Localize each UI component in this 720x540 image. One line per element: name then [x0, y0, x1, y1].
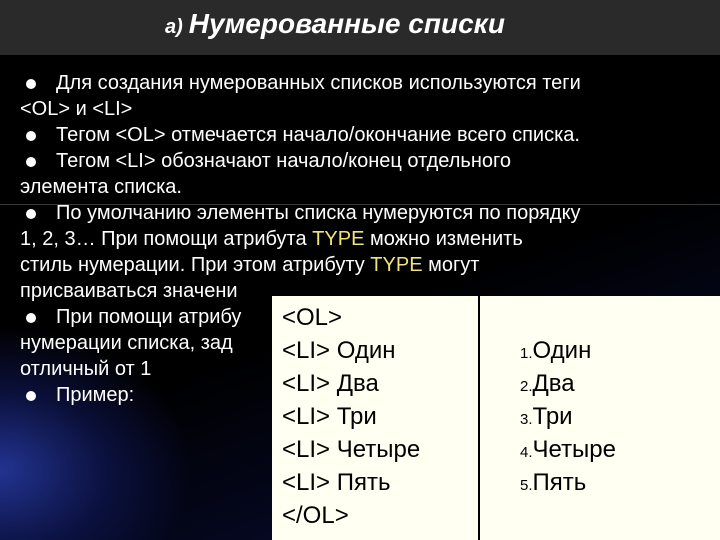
title-text: Нумерованные списки [188, 8, 505, 39]
attribute-keyword: TYPE [312, 228, 365, 250]
item-line: По умолчанию элементы списка нумеруются по порядку [56, 202, 581, 224]
list-item [20, 148, 710, 200]
output-number: 2. [520, 378, 533, 395]
text-fragment: стиль нумерации. При этом атрибуту [20, 254, 371, 276]
bullet-icon [26, 157, 36, 167]
code-line: </OL> [282, 502, 349, 529]
list-item [20, 70, 710, 122]
code-line: <LI> Два [282, 370, 379, 397]
output-text: Два [532, 370, 575, 397]
output-text: Один [532, 337, 592, 364]
output-item [520, 370, 575, 398]
item-line: элемента списка. [20, 176, 182, 198]
item-line: нумерации списка, зад [20, 332, 233, 354]
output-item [520, 436, 616, 464]
item-line: Тегом <OL> отмечается начало/окончание всего списка. [56, 124, 580, 146]
list-item [20, 200, 710, 304]
code-line: <LI> Пять [282, 469, 391, 496]
code-line: <LI> Один [282, 337, 396, 364]
slide-title [165, 8, 505, 40]
output-text: Пять [532, 469, 587, 496]
code-line: <LI> Четыре [282, 436, 421, 463]
output-number: 1. [520, 345, 533, 362]
item-line: отличный от 1 [20, 358, 152, 380]
output-item [520, 403, 573, 431]
code-line: <LI> Три [282, 403, 377, 430]
text-fragment: 1, 2, 3… При помощи атрибута [20, 228, 313, 250]
list-item [20, 122, 710, 148]
item-line: присваиваться значени [20, 280, 238, 302]
example-divider [478, 296, 480, 540]
output-text: Три [532, 403, 573, 430]
bullet-icon [26, 79, 36, 89]
text-fragment: могут [422, 254, 480, 276]
bullet-icon [26, 313, 36, 323]
bullet-icon [26, 209, 36, 219]
output-number: 4. [520, 444, 533, 461]
output-item [520, 337, 591, 365]
item-line [20, 252, 710, 278]
text-fragment: можно изменить [364, 228, 523, 250]
output-number: 3. [520, 411, 533, 428]
output-item [520, 469, 586, 497]
item-line: Для создания нумерованных списков используются теги [56, 72, 581, 94]
bullet-icon [26, 391, 36, 401]
item-line: Тегом <LI> обозначают начало/конец отдельного [56, 150, 511, 172]
item-line [20, 226, 710, 252]
bullet-icon [26, 131, 36, 141]
output-text: Четыре [532, 436, 616, 463]
output-number: 5. [520, 477, 533, 494]
item-line: Пример: [56, 384, 135, 406]
code-line: <OL> [282, 304, 343, 331]
item-line: <OL> и <LI> [20, 98, 133, 120]
item-line: При помощи атрибу [56, 306, 242, 328]
attribute-keyword: TYPE [370, 254, 423, 276]
title-prefix: а) [165, 16, 183, 38]
